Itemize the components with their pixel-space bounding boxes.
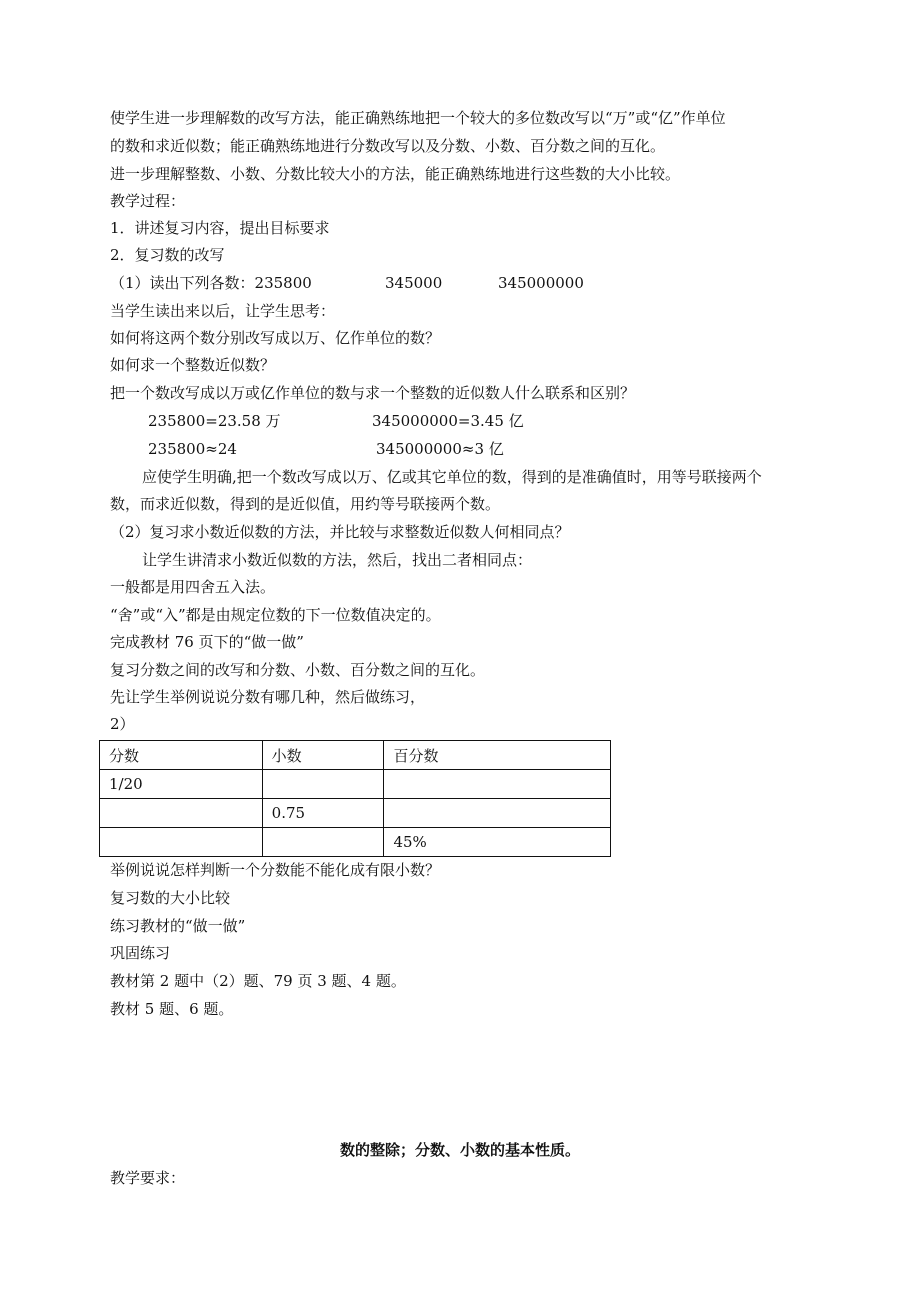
question-3: 把一个数改写成以万或亿作单位的数与求一个整数的近似数人什么联系和区别？ [110,384,636,402]
explanation-line-2: 数，而求近似数，得到的是近似值，用约等号联接两个数。 [110,495,501,513]
table-row [100,799,611,828]
table-header-cell: 分数 [100,741,263,770]
after-text-5: 教材第 2 题中（2）题、79 页 3 题、4 题。 [110,972,406,990]
table-header-cell: 小数 [262,741,384,770]
table-cell: 0.75 [262,799,384,828]
table-cell [262,828,384,857]
part-2-text-d: 完成教材 76 页下的“做一做” [110,633,304,651]
equation-approx-2: 345000000≈3 亿 [376,440,504,458]
step-1: 1．讲述复习内容，提出目标要求 [110,219,330,237]
part-2-text-c: “舍”或“入”都是由规定位数的下一位数值决定的。 [110,606,441,624]
intro-line-2: 的数和求近似数；能正确熟练地进行分数改写以及分数、小数、百分数之间的互化。 [110,137,666,155]
intro-line-1: 使学生进一步理解数的改写方法，能正确熟练地把一个较大的多位数改写以“万”或“亿”作单位 [110,109,726,127]
question-2: 如何求一个整数近似数？ [110,356,276,374]
after-text-2: 复习数的大小比较 [110,889,231,907]
after-text-4: 巩固练习 [110,944,171,962]
table-cell: 1/20 [100,770,263,799]
equation-approx-1: 235800≈24 [148,440,237,458]
table-row [100,828,611,857]
read-number-2: 345000 [385,274,443,292]
part-2-text-b: 一般都是用四舍五入法。 [110,578,276,596]
after-text-1: 举例说说怎样判断一个分数能不能化成有限小数？ [110,861,441,879]
part-2-text-e: 复习分数之间的改写和分数、小数、百分数之间的互化。 [110,661,486,679]
table-cell: 45% [384,828,611,857]
table-cell [384,799,611,828]
conversion-table [99,740,611,857]
part-2-text-f: 先让学生举例说说分数有哪几种，然后做练习， [110,688,426,706]
table-row [100,770,611,799]
table-cell [384,770,611,799]
question-intro: 当学生读出来以后，让学生思考： [110,302,336,320]
intro-line-3: 进一步理解整数、小数、分数比较大小的方法，能正确熟练地进行这些数的大小比较。 [110,165,681,183]
table-header-cell: 百分数 [384,741,611,770]
question-1: 如何将这两个数分别改写成以万、亿作单位的数？ [110,329,441,347]
section-title: 数的整除；分数、小数的基本性质。 [339,1141,580,1159]
read-label: （1）读出下列各数：235800 [110,274,312,292]
after-text-3: 练习教材的“做一做” [110,917,246,935]
table-header-row [100,741,611,770]
requirements-heading: 教学要求： [110,1169,186,1187]
table-cell [100,828,263,857]
process-heading: 教学过程： [110,192,186,210]
step-2: 2．复习数的改写 [110,246,225,264]
part-2-text-g: 2） [110,715,135,733]
table-cell [100,799,263,828]
read-number-3: 345000000 [498,274,584,292]
after-text-6: 教材 5 题、6 题。 [110,1000,234,1018]
part-2-heading: （2）复习求小数近似数的方法，并比较与求整数近似数人何相同点？ [110,523,570,541]
equation-exact-1: 235800=23.58 万 [148,412,281,430]
explanation-line-1: 应使学生明确,把一个数改写成以万、亿或其它单位的数，得到的是准确值时，用等号联接两个 [142,468,762,486]
part-2-text-a: 让学生讲清求小数近似数的方法，然后，找出二者相同点： [142,551,533,569]
equation-exact-2: 345000000=3.45 亿 [372,412,524,430]
table-cell [262,770,384,799]
